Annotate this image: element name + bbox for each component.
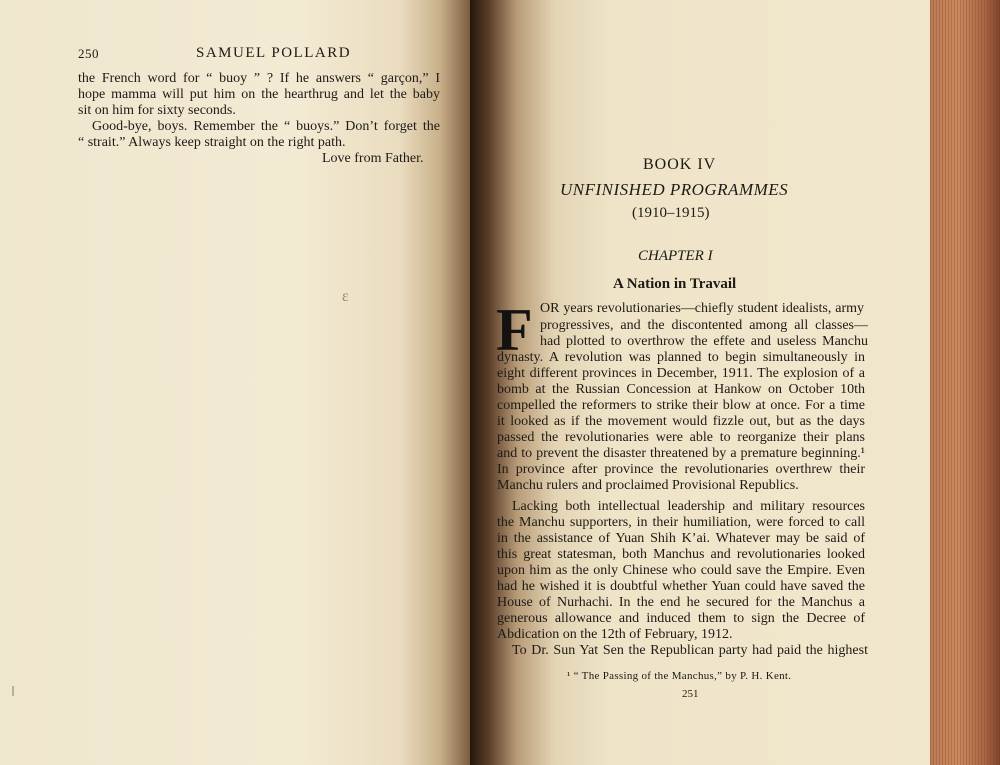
book-title: UNFINISHED PROGRAMMES	[560, 180, 789, 199]
text-line: To Dr. Sun Yat Sen the Republican party had paid the highest	[512, 643, 868, 658]
text-line: sit on him for sixty seconds.	[78, 103, 236, 118]
text-line: OR years revolutionaries—chiefly student idealists, army	[540, 301, 864, 316]
page-edges	[930, 0, 1000, 765]
text-line: Manchu rulers and proclaimed Provisional Republics.	[497, 478, 799, 493]
text-line: had he wished it is doubtful whether Yuan could have saved the	[497, 579, 865, 594]
text-line: dynasty. A revolution was planned to begin simultaneously in	[497, 350, 865, 365]
left-page-number: 250	[78, 46, 99, 61]
text-line: the French word for “ buoy ” ? If he answers “ garçon,” I	[78, 71, 440, 86]
text-line: compelled the reformers to strike their blow at once. For a time	[497, 398, 865, 413]
drop-cap: F	[496, 297, 533, 363]
text-line: passed the revolutionaries were able to reorganize their plans	[497, 430, 865, 445]
text-line: “ strait.” Always keep straight on the right path.	[78, 135, 346, 150]
text-line: eight different provinces in December, 1911. The explosion of a	[497, 366, 865, 381]
running-head: SAMUEL POLLARD	[196, 45, 352, 61]
text-line: in the assistance of Yuan Shih K’ai. Whatever may be said of	[497, 531, 865, 546]
text-line: In province after province the revolutionaries overthrew their	[497, 462, 865, 477]
chapter-heading: CHAPTER I	[638, 248, 713, 264]
text-line: Good-bye, boys. Remember the “ buoys.” Don’t forget the	[92, 119, 440, 134]
text-line: hope mamma will put him on the hearthrug and let the baby	[78, 87, 440, 102]
text-line: had plotted to overthrow the effete and useless Manchu	[540, 334, 868, 349]
text-line: and to prevent the disaster threatened by a premature beginning.¹	[497, 446, 865, 461]
text-line: this great statesman, both Manchus and revolutionaries looked	[497, 547, 865, 562]
footnote: ¹ “ The Passing of the Manchus,” by P. H. Kent.	[567, 670, 792, 682]
text-line: bomb at the Russian Concession at Hankow on October 10th	[497, 382, 865, 397]
page-smudge	[12, 686, 14, 696]
text-line: House of Nurhachi. In the end he secured for the Manchus a	[497, 595, 865, 610]
book-heading: BOOK IV	[643, 156, 717, 173]
text-line: Abdication on the 12th of February, 1912.	[497, 627, 733, 642]
text-line: generous allowance and induced them to sign the Decree of	[497, 611, 865, 626]
book-dates: (1910–1915)	[632, 205, 710, 221]
chapter-title: A Nation in Travail	[613, 276, 737, 292]
text-line: Lacking both intellectual leadership and military resources	[512, 499, 865, 514]
text-line: upon him as the only Chinese who could save the Empire. Even	[497, 563, 865, 578]
text-line: the Manchu supporters, in their humiliation, were forced to call	[497, 515, 865, 530]
right-page-number: 251	[682, 688, 699, 700]
pencil-mark: ε	[342, 288, 349, 305]
text-line: it looked as if the movement would fizzle out, but as the days	[497, 414, 865, 429]
signoff: Love from Father.	[322, 151, 424, 166]
text-line: progressives, and the discontented among all classes—	[540, 318, 868, 333]
